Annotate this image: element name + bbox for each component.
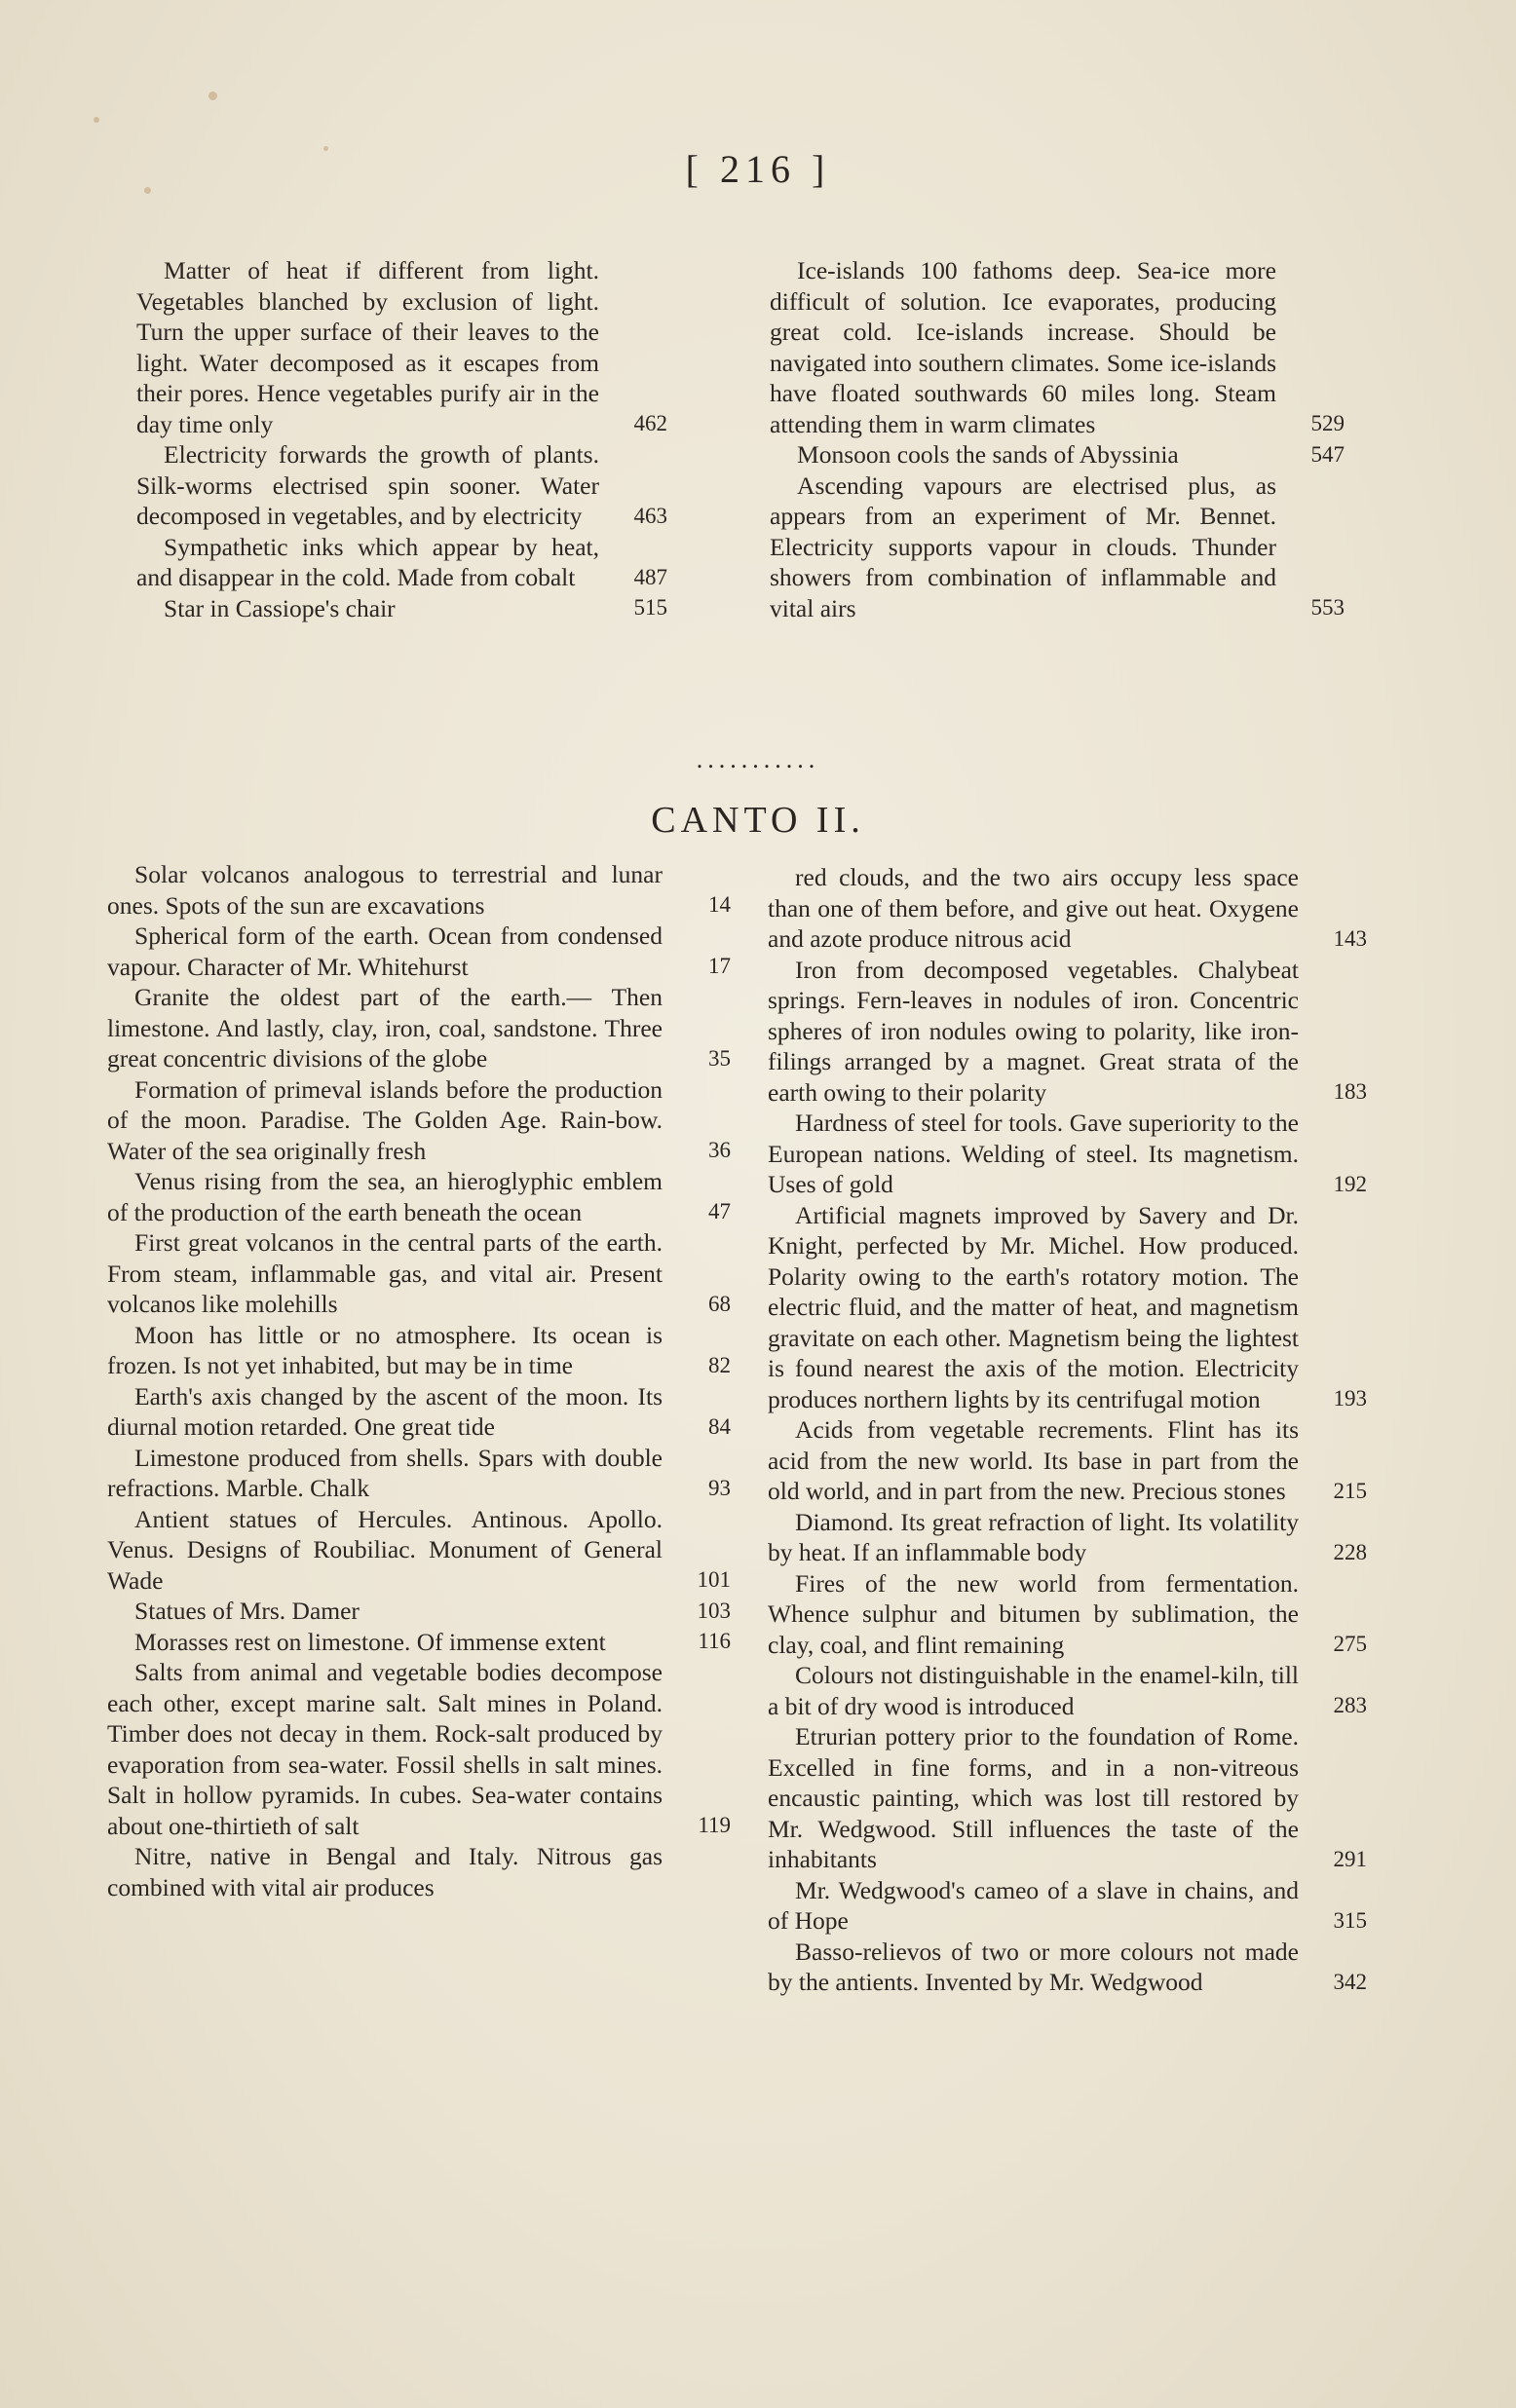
index-entry xyxy=(136,532,667,593)
foxing-spot xyxy=(208,92,217,100)
entry-text: Ice-islands 100 fathoms deep. Sea-ice more difficult of solution. Ice evaporates, producing great cold. Ice-islands increase. Should be navigated into southern climates. Some ice-islands have floated southwards 60 miles long. Steam attending them in warm climates xyxy=(770,256,1276,438)
entry-page-number: 17 xyxy=(708,954,731,978)
entry-text: Solar volcanos analogous to terrestrial and lunar ones. Spots of the sun are excavations xyxy=(107,860,663,920)
entry-page-number: 342 xyxy=(1333,1969,1367,1994)
index-entry xyxy=(768,1660,1367,1721)
entry-text: Salts from animal and vegetable bodies decompose each other, except marine salt. Salt mines in Poland. Timber does not decay in them. Rock-salt produced by evaporation from sea-water. Fossil shells in salt mines. Salt in hollow pyramids. In cubes. Sea-water contains about one-thirtieth of salt xyxy=(107,1658,663,1840)
top-left-column xyxy=(136,255,667,623)
entry-text: Iron from decomposed vegetables. Chalybeat springs. Fern-leaves in nodules of iron. Concentric spheres of iron nodules owing to polarity, like iron-filings arranged by a magnet. Great strata of the earth owing to their polarity xyxy=(768,955,1299,1107)
entry-text: Etrurian pottery prior to the foundation of Rome. Excelled in fine forms, and in a non-vitreous encaustic painting, which was lost till restored by Mr. Wedgwood. Still influences the taste of the inhabitants xyxy=(768,1722,1299,1873)
entry-text: Fires of the new world from fermentation. Whence sulphur and bitumen by sublimation, the clay, coal, and flint remaining xyxy=(768,1568,1299,1659)
entry-page-number: 84 xyxy=(708,1413,731,1439)
top-right-column xyxy=(770,255,1345,623)
index-entry xyxy=(770,255,1345,439)
index-entry xyxy=(136,593,667,624)
entry-page-number: 215 xyxy=(1333,1478,1367,1503)
entry-text: Mr. Wedgwood's cameo of a slave in chains, and of Hope xyxy=(768,1875,1299,1935)
entry-text: Earth's axis changed by the ascent of the moon. Its diurnal motion retarded. One great tide xyxy=(107,1381,663,1441)
entry-page-number: 228 xyxy=(1333,1539,1367,1564)
entry-page-number: 183 xyxy=(1333,1079,1367,1104)
entry-page-number: 93 xyxy=(708,1475,731,1500)
index-entry xyxy=(770,470,1345,624)
entry-page-number: 47 xyxy=(708,1199,731,1223)
entry-text: Moon has little or no atmosphere. Its ocean is frozen. Is not yet inhabited, but may be in time xyxy=(107,1320,663,1379)
entry-text: Granite the oldest part of the earth.— Then limestone. And lastly, clay, iron, coal, sandstone. Three great concentric divisions of the globe xyxy=(107,983,663,1072)
entry-text: Basso-relievos of two or more colours not made by the antients. Invented by Mr. Wedgwood xyxy=(768,1937,1299,1996)
entry-page-number: 462 xyxy=(633,411,667,435)
entry-text: Matter of heat if different from light. Vegetables blanched by exclusion of light. Turn the upper surface of their leaves to the light. Water decomposed as it escapes from their pores. Hence vegetables purify air in the day time only xyxy=(136,256,599,438)
index-entry xyxy=(107,1320,731,1381)
entry-text: Morasses rest on limestone. Of immense extent xyxy=(134,1627,606,1656)
entry-page-number: 315 xyxy=(1333,1907,1367,1933)
entry-text: Diamond. Its great refraction of light. Its volatility by heat. If an inflammable body xyxy=(768,1507,1299,1566)
index-entry xyxy=(136,439,667,532)
entry-page-number: 36 xyxy=(708,1138,731,1162)
entry-page-number: 193 xyxy=(1333,1386,1367,1411)
canto-left-column xyxy=(107,859,731,1902)
index-entry xyxy=(770,439,1345,470)
entry-page-number: 82 xyxy=(708,1352,731,1377)
index-entry xyxy=(107,859,731,921)
entry-page-number: 487 xyxy=(633,564,667,589)
section-divider: ........... xyxy=(696,745,820,773)
entry-text: Acids from vegetable recrements. Flint has its acid from the new world. Its base in part from the old world, and in part from the new. Precious stones xyxy=(768,1415,1299,1505)
index-entry xyxy=(768,1937,1367,1998)
index-entry xyxy=(768,1108,1367,1200)
index-entry xyxy=(768,1875,1367,1937)
entry-text: Venus rising from the sea, an hieroglyphic emblem of the production of the earth beneath the ocean xyxy=(107,1167,663,1226)
index-entry xyxy=(107,1166,731,1227)
entry-text: Antient statues of Hercules. Antinous. Apollo. Venus. Designs of Roubiliac. Monument of General Wade xyxy=(107,1504,663,1595)
section-heading: CANTO II. xyxy=(651,800,865,841)
index-entry xyxy=(768,1200,1367,1415)
entry-text: Electricity forwards the growth of plants. Silk-worms electrised spin sooner. Water decomposed in vegetables, and by electricity xyxy=(136,440,599,530)
entry-page-number: 35 xyxy=(708,1045,731,1071)
entry-page-number: 14 xyxy=(708,892,731,917)
entry-page-number: 291 xyxy=(1333,1846,1367,1871)
page-number: [ 216 ] xyxy=(685,147,831,191)
index-entry xyxy=(107,1657,731,1841)
entry-text: First great volcanos in the central parts of the earth. From steam, inflammable gas, and vital air. Present volcanos like molehills xyxy=(107,1228,663,1318)
index-entry xyxy=(768,862,1367,955)
entry-page-number: 275 xyxy=(1333,1632,1367,1656)
index-entry xyxy=(107,982,731,1074)
entry-page-number: 192 xyxy=(1333,1171,1367,1196)
entry-text: Ascending vapours are electrised plus, as appears from an experiment of Mr. Bennet. Electricity supports vapour in clouds. Thunder showers from combination of inflammable and vital airs xyxy=(770,470,1276,622)
entry-text: Statues of Mrs. Damer xyxy=(134,1597,360,1625)
index-entry xyxy=(107,1627,731,1658)
entry-page-number: 119 xyxy=(698,1813,731,1837)
entry-page-number: 463 xyxy=(633,503,667,528)
entry-text: Hardness of steel for tools. Gave superiority to the European nations. Welding of steel. Its magnetism. Uses of gold xyxy=(768,1109,1299,1198)
index-entry xyxy=(768,1507,1367,1568)
entry-page-number: 101 xyxy=(697,1567,731,1592)
entry-text: Artificial magnets improved by Savery and Dr. Knight, perfected by Mr. Michel. How produced. Polarity owing to the earth's rotatory motion. The electric fluid, and the matter of heat, and magnetism gravitate on each other. Magnetism being the lightest is found nearest the axis of the motion. Electricity produces northern lights by its centrifugal motion xyxy=(768,1200,1299,1413)
entry-text: Sympathetic inks which appear by heat, and disappear in the cold. Made from cobalt xyxy=(136,532,599,591)
entry-page-number: 515 xyxy=(633,595,667,620)
entry-page-number: 103 xyxy=(697,1598,731,1623)
index-entry xyxy=(768,955,1367,1109)
entry-text: Colours not distinguishable in the enamel-kiln, till a bit of dry wood is introduced xyxy=(768,1661,1299,1720)
canto-right-column xyxy=(768,862,1367,1998)
index-entry xyxy=(136,255,667,439)
index-entry xyxy=(107,1227,731,1320)
entry-text: Star in Cassiope's chair xyxy=(164,593,396,622)
index-entry xyxy=(107,921,731,982)
entry-page-number: 116 xyxy=(698,1629,731,1653)
index-entry xyxy=(107,1381,731,1443)
entry-page-number: 553 xyxy=(1310,595,1345,620)
entry-page-number: 529 xyxy=(1310,411,1345,435)
entry-page-number: 283 xyxy=(1333,1693,1367,1717)
index-entry xyxy=(768,1721,1367,1875)
index-entry xyxy=(768,1568,1367,1661)
entry-text: Spherical form of the earth. Ocean from condensed vapour. Character of Mr. Whitehurst xyxy=(107,922,663,981)
index-entry xyxy=(107,1841,731,1902)
entry-text: Formation of primeval islands before the production of the moon. Paradise. The Golden Age. Rain-bow. Water of the sea originally fresh xyxy=(107,1074,663,1165)
entry-page-number: 143 xyxy=(1333,925,1367,951)
index-entry xyxy=(107,1596,731,1627)
index-entry xyxy=(107,1443,731,1504)
entry-page-number: 547 xyxy=(1310,441,1345,467)
index-entry xyxy=(107,1504,731,1597)
entry-text: Nitre, native in Bengal and Italy. Nitrous gas combined with vital air produces xyxy=(107,1842,663,1901)
entry-text: red clouds, and the two airs occupy less space than one of them before, and give out heat. Oxygene and azote produce nitrous acid xyxy=(768,863,1299,953)
index-entry xyxy=(107,1074,731,1167)
foxing-spot xyxy=(94,117,99,123)
entry-page-number: 68 xyxy=(708,1291,731,1316)
entry-text: Limestone produced from shells. Spars with double refractions. Marble. Chalk xyxy=(107,1443,663,1502)
index-entry xyxy=(768,1414,1367,1507)
entry-text: Monsoon cools the sands of Abyssinia xyxy=(797,440,1179,469)
